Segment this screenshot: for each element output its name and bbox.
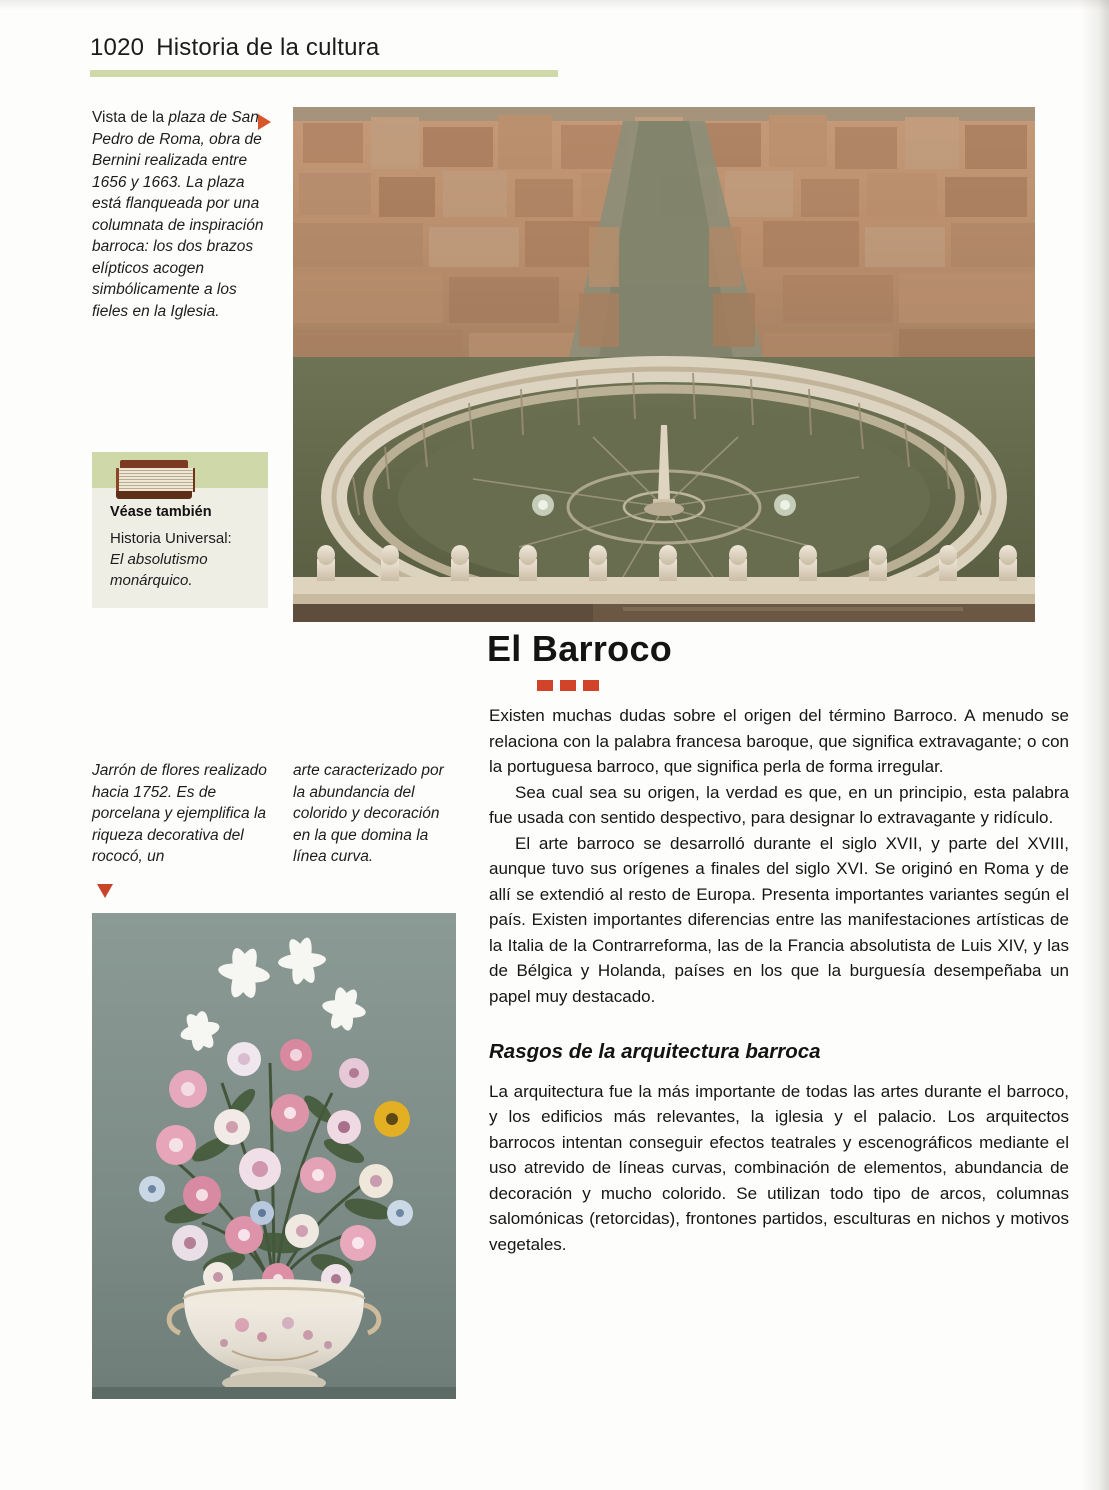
see-also-line1: Historia Universal: <box>110 530 232 547</box>
figure-sanpedro-square <box>293 107 1035 622</box>
see-also-body <box>110 528 258 591</box>
page-title: Historia de la cultura <box>156 34 380 61</box>
caption-vase-left: Jarrón de flores realizado hacia 1752. Es de porcelana y ejemplifica la riqueza decorativa del rococó, un <box>92 762 267 865</box>
paragraph-2: Sea cual sea su origen, la verdad es que, en un principio, esta palabra fue usada con sentido despectivo, para designar lo extravagante y ridículo. <box>489 782 1069 827</box>
caption-sanpedro <box>92 107 268 322</box>
page-header <box>90 34 560 62</box>
book-pages <box>116 468 195 492</box>
article-title: El Barroco <box>487 628 673 669</box>
book-base <box>116 491 192 499</box>
ornament-square-3 <box>583 680 599 691</box>
caption-sanpedro-lead-italic: plaza de <box>164 109 228 126</box>
paragraph-1: Existen muchas dudas sobre el origen del término Barroco. A menudo se relaciona con la palabra francesa baroque, que significa extravagante; o con la portuguesa barroco, que significa perla de forma irregular. <box>489 706 1069 776</box>
triangle-down-icon <box>97 884 113 898</box>
book-icon <box>116 460 192 500</box>
article-body <box>489 703 1069 1257</box>
ornament-square-2 <box>560 680 576 691</box>
sanpedro-illustration <box>293 107 1035 622</box>
ornament-square-1 <box>537 680 553 691</box>
paragraph-4: La arquitectura fue la más importante de todas las artes durante el barroco, y los edificios más relevantes, la iglesia y el palacio. Los arquitectos barrocos intentan conseguir efectos teatrales y escenográficos mediante el uso atrevido de líneas curvas, combinación de elementos, abundancia de decoración y mucho colorido. Se utilizan todo tipo de arcos, columnas salomónicas (retorcidas), frontones partidos, esculturas en nichos y motivos vegetales. <box>489 1081 1069 1254</box>
page-number: 1020 <box>90 34 145 61</box>
paragraph-3: El arte barroco se desarrolló durante el siglo XVII, y parte del XVIII, aunque tuvo sus orígenes a finales del siglo XVI. Se originó en Roma y de allí se extendió al resto de Europa. Presenta importantes variantes según el país. Existen importantes diferencias entre las manifestaciones artísticas de la Italia de la Contrarreforma, las de la Francia absolutista de Luis XIV, y las de Bélgica y Holanda, países en los que la burguesía desempeñaba un papel muy destacado. <box>489 833 1069 1006</box>
triangle-right-icon <box>258 114 271 130</box>
see-also-line2: El absolutismo monárquico. <box>110 551 208 589</box>
figure-flower-vase <box>92 913 456 1399</box>
section-subheading: Rasgos de la arquitectura barroca <box>489 1040 821 1063</box>
caption-vase-right: arte caracterizado por la abundancia del colorido y decoración en la que domina la línea curva. <box>293 762 444 865</box>
header-rule <box>90 70 558 77</box>
caption-sanpedro-rest: San Pedro de Roma, obra de Bernini realizada entre 1656 y 1663. La plaza está flanqueada por una columnata de inspiración barroca: los dos brazos elípticos acogen simbólicamente a los fieles en la Iglesia. <box>92 109 264 320</box>
see-also-title: Véase también <box>110 504 212 520</box>
caption-sanpedro-lead-roman: Vista de la <box>92 109 165 126</box>
see-also-box <box>92 452 268 608</box>
vase-illustration <box>92 913 456 1399</box>
header-line <box>90 34 560 62</box>
title-ornament <box>537 680 599 691</box>
